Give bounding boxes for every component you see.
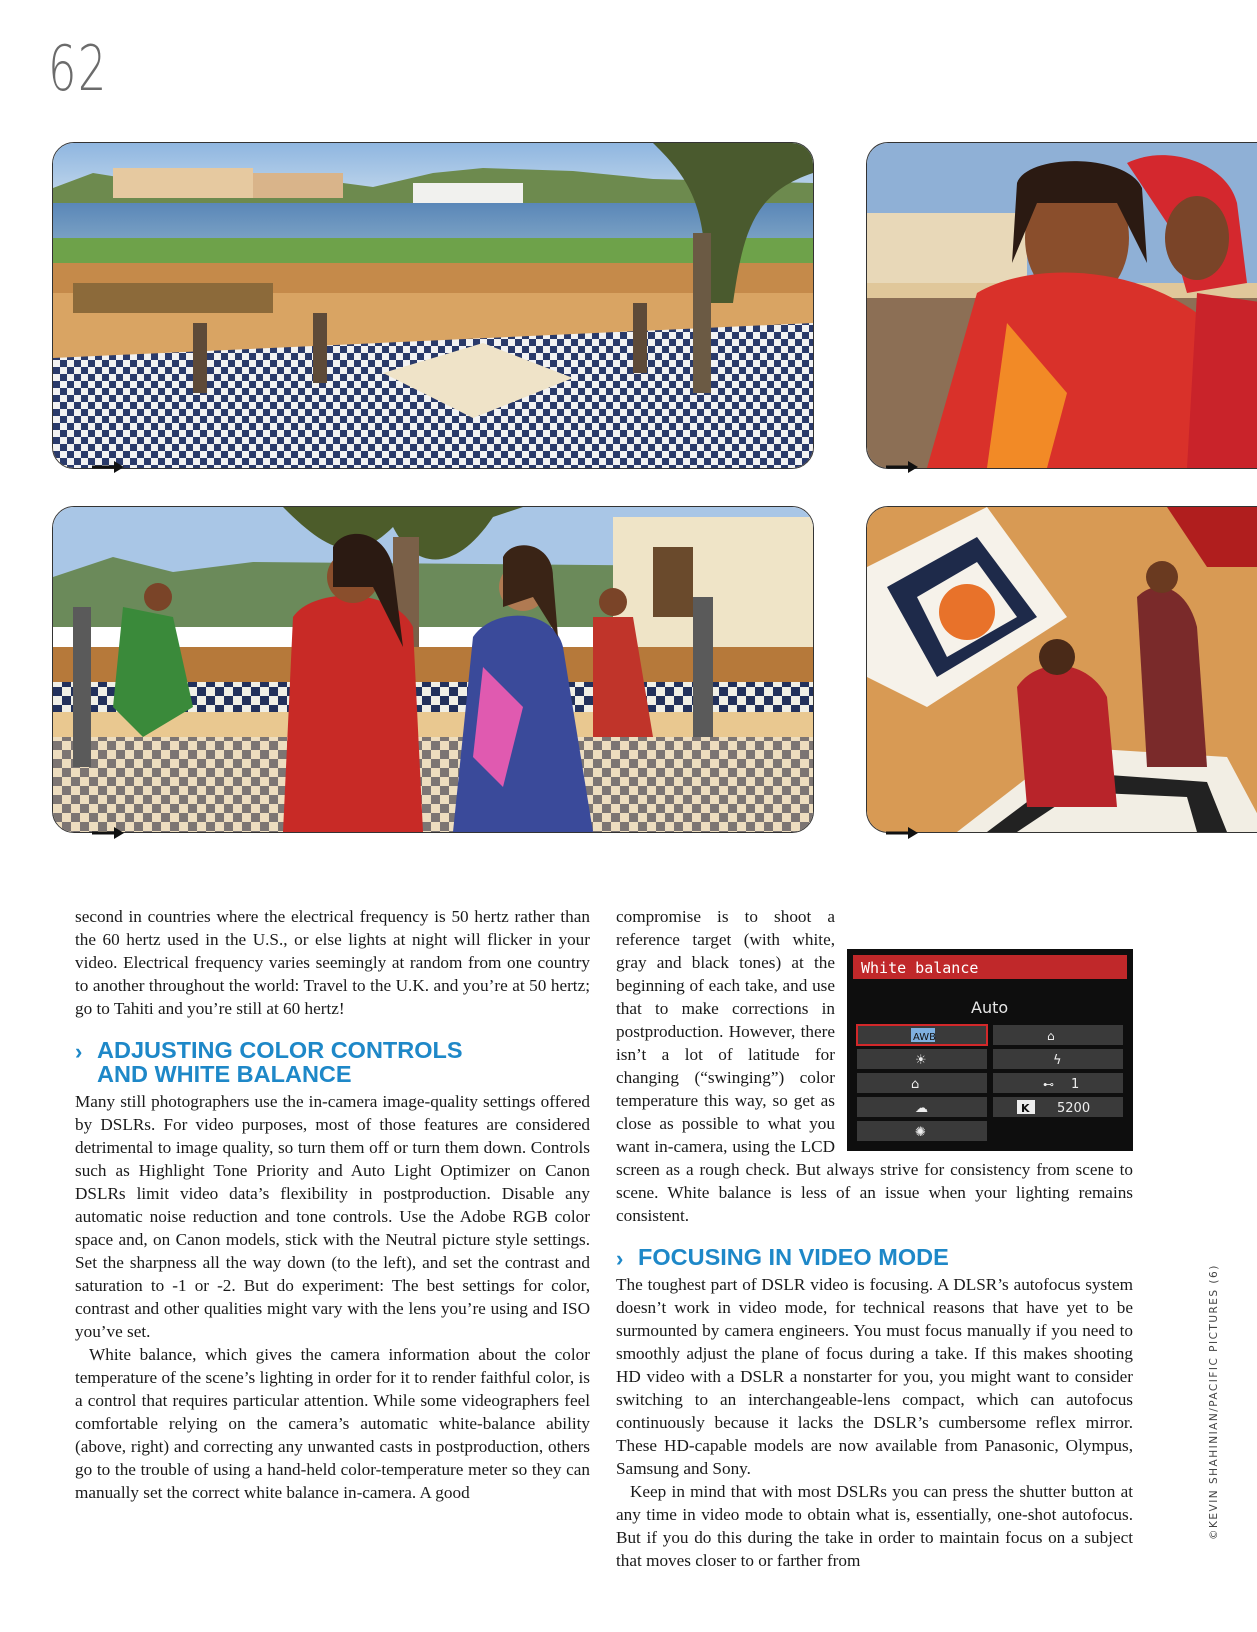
body-paragraph: Many still photographers use the in-camera image-quality settings offered by DSLRs. For video purposes, most of those features are considered detrimental to image quality, so turn them off or turn them down. Controls such as Highlight Tone Priority and Auto Light Optimizer on Canon DSLRs limit video data’s flexibility in postproduction. Disable any automatic noise reduction and tone controls. Use the Adobe RGB color space and, on Canon models, stick with the Neutral picture style settings. Set the sharpness all the way down (to the left), and set the contrast and saturation to -1 or -2. But do experiment: The best settings for color, contrast and other qualities might vary with the lens you’re using and ISO you’ve set. — [75, 1092, 590, 1341]
flash-icon: ϟ — [1053, 1053, 1062, 1068]
article-column-left — [75, 905, 590, 1504]
chevron-right-icon: › — [616, 1246, 624, 1271]
body-paragraph: compromise is to shoot a reference target (with white, gray and black tones) at the beginning of each take, and use that to make corrections in postproduction. However, there isn’t a lot of latitude for changing (“swinging”) color temperature this way, so get as close as possible to what you want in-camera, using the LCD screen as a rough check. But always strive for consistency from scene to scene. White balance is less of an issue when your lighting remains consistent. — [616, 907, 1133, 1225]
wb-title: White balance — [861, 959, 979, 977]
cloud-icon: ☁ — [915, 1101, 928, 1116]
arrow-icon — [92, 460, 126, 474]
sun-icon: ☀ — [915, 1053, 927, 1068]
arrow-icon — [92, 826, 126, 840]
wb-mode: Auto — [971, 998, 1009, 1017]
heading-line: AND WHITE BALANCE — [97, 1061, 352, 1087]
section-heading-color-controls — [75, 1038, 590, 1086]
photo-dancer-red-sari — [866, 142, 1257, 469]
wb-custom-value: 1 — [1071, 1077, 1080, 1092]
shade-icon: ⌂ — [911, 1077, 920, 1092]
photo-credit: ©KEVIN SHAHINIAN/PACIFIC PICTURES (6) — [1208, 1264, 1220, 1540]
page-number: 62 — [48, 32, 108, 105]
kelvin-icon: K — [1021, 1102, 1030, 1115]
arrow-icon — [886, 460, 920, 474]
fluorescent-icon: ✺ — [915, 1125, 926, 1140]
tungsten-icon: ⌂ — [1047, 1029, 1055, 1043]
body-paragraph: The toughest part of DSLR video is focusing. A DLSR’s autofocus system doesn’t work in video mode, for technical reasons that have yet to be surmounted by camera engineers. You must focus manually if you need to smoothly adjust the plane of focus during a take. If this makes shooting HD video with a DSLR a nonstarter for you, you might want to consider switching to an interchangeable-lens compact, which can autofocus continuously because it lacks the DSLR’s cumbersome reflex mirror. These HD-capable models are now available from Panasonic, Olympus, Samsung and Sony. — [616, 1275, 1133, 1478]
body-paragraph: second in countries where the electrical frequency is 50 hertz rather than the 60 hertz used in the U.S., or else lights at night will flicker in your video. Electrical frequency varies seemingly at random from one country to another throughout the world: Travel to the U.K. and you’re at 50 hertz; go to Tahiti and you’re still at 60 hertz! — [75, 907, 590, 1018]
chevron-right-icon: › — [75, 1039, 83, 1064]
custom-wb-icon: ⊷ — [1043, 1078, 1054, 1091]
wb-awb-label: AWB — [913, 1032, 937, 1043]
photo-overhead-terrace — [866, 506, 1257, 833]
photo-lake-terrace — [52, 142, 814, 469]
body-paragraph: White balance, which gives the camera information about the color temperature of the scene’s lighting in order for it to render faithful color, is a control that requires particular attention. While some videographers feel comfortable relying on the camera’s automatic white-balance ability (above, right) and correcting any unwanted casts in postproduction, others go to the trouble of using a hand-held color-temperature meter so they can manually set the correct white balance in-camera. A good — [75, 1345, 590, 1502]
article-column-right — [616, 905, 1133, 1572]
photo-women-terrace — [52, 506, 814, 833]
white-balance-screen — [847, 949, 1133, 1151]
section-heading-focusing — [616, 1245, 1133, 1269]
wb-kelvin-value: 5200 — [1057, 1101, 1091, 1116]
heading-line: FOCUSING IN VIDEO MODE — [638, 1244, 949, 1270]
arrow-icon — [886, 826, 920, 840]
heading-line: ADJUSTING COLOR CONTROLS — [97, 1037, 463, 1063]
body-paragraph: Keep in mind that with most DSLRs you can press the shutter button at any time in video mode to obtain what is, essentially, one-shot autofocus. But if you do this during the take in order to maintain focus on a subject that moves closer to or farther from — [616, 1482, 1133, 1570]
